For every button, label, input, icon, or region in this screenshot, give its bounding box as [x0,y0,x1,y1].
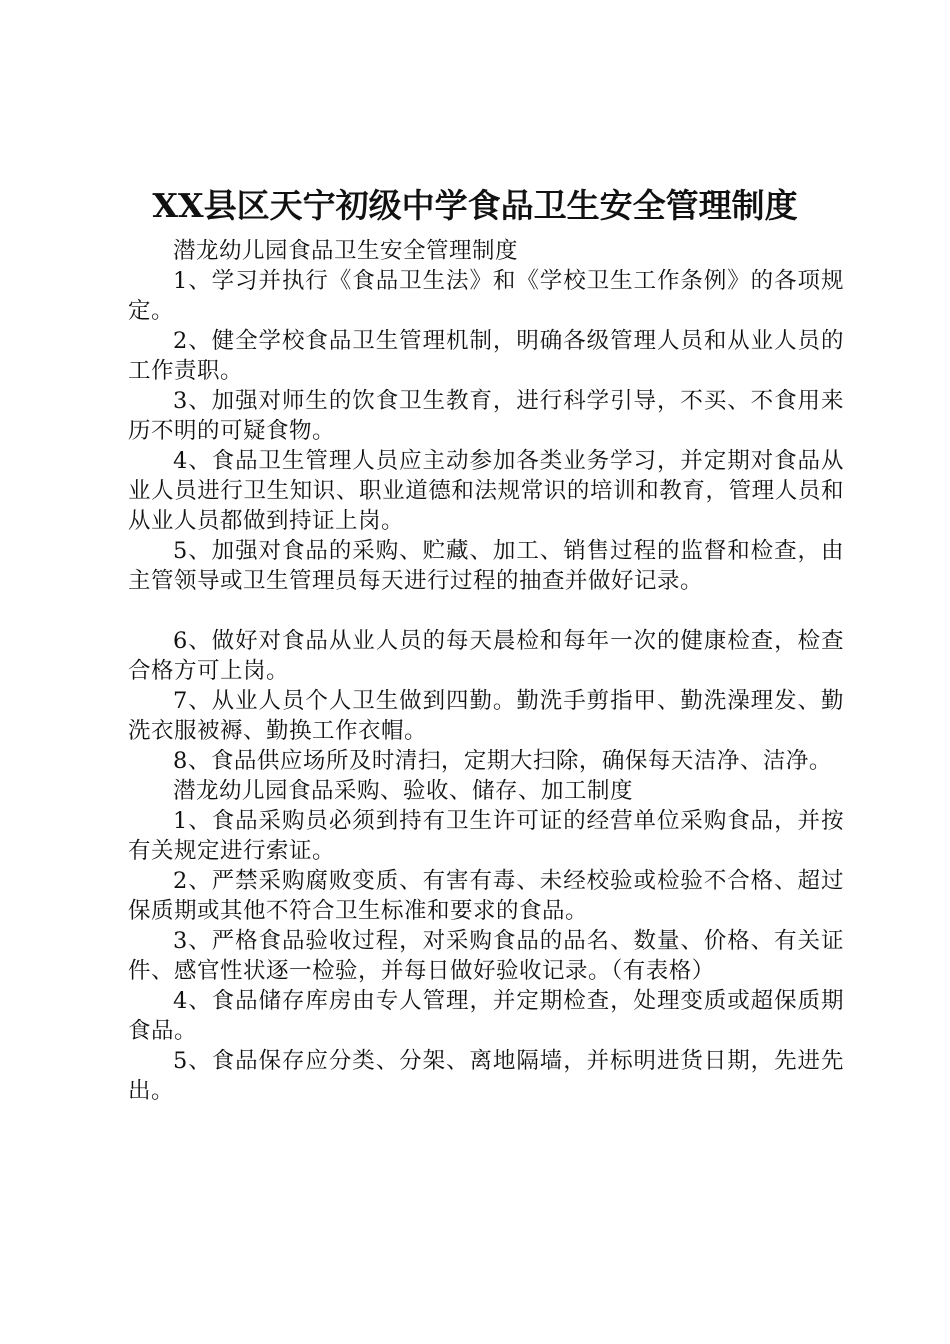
rule-item: 8、食品供应场所及时清扫，定期大扫除，确保每天洁净、洁净。 [173,748,832,774]
rule-item: 6、做好对食品从业人员的每天晨检和每年一次的健康检查，检查合格方可上岗。 [128,628,844,684]
rule-item: 5、食品保存应分类、分架、离地隔墙，并标明进货日期，先进先出。 [128,1048,844,1104]
rule-item: 4、食品储存库房由专人管理，并定期检查，处理变质或超保质期食品。 [128,988,844,1044]
rule-item: 4、食品卫生管理人员应主动参加各类业务学习，并定期对食品从业人员进行卫生知识、职业道德和法规常识的培训和教育，管理人员和从业人员都做到持证上岗。 [128,448,844,534]
rule-item: 7、从业人员个人卫生做到四勤。勤洗手剪指甲、勤洗澡理发、勤洗衣服被褥、勤换工作衣帽。 [128,688,844,744]
rule-item: 3、严格食品验收过程，对采购食品的品名、数量、价格、有关证件、感官性状逐一检验，并每日做好验收记录。（有表格） [128,928,844,984]
section-heading: 潜龙幼儿园食品采购、验收、储存、加工制度 [173,778,634,804]
rule-item: 2、健全学校食品卫生管理机制，明确各级管理人员和从业人员的工作责职。 [128,328,844,384]
rule-item: 5、加强对食品的采购、贮藏、加工、销售过程的监督和检查，由主管领导或卫生管理员每天进行过程的抽查并做好记录。 [128,538,844,594]
rule-item: 2、严禁采购腐败变质、有害有毒、未经校验或检验不合格、超过保质期或其他不符合卫生标准和要求的食品。 [128,868,844,924]
rule-item: 1、食品采购员必须到持有卫生许可证的经营单位采购食品，并按有关规定进行索证。 [128,808,844,864]
blank-line [128,596,844,626]
document-title: XX县区天宁初级中学食品卫生安全管理制度 [152,186,798,225]
rule-item: 3、加强对师生的饮食卫生教育，进行科学引导，不买、不食用来历不明的可疑食物。 [128,388,844,444]
document-body [128,236,844,1106]
section-heading: 潜龙幼儿园食品卫生安全管理制度 [173,238,519,264]
rule-item: 1、学习并执行《食品卫生法》和《学校卫生工作条例》的各项规定。 [128,268,844,324]
